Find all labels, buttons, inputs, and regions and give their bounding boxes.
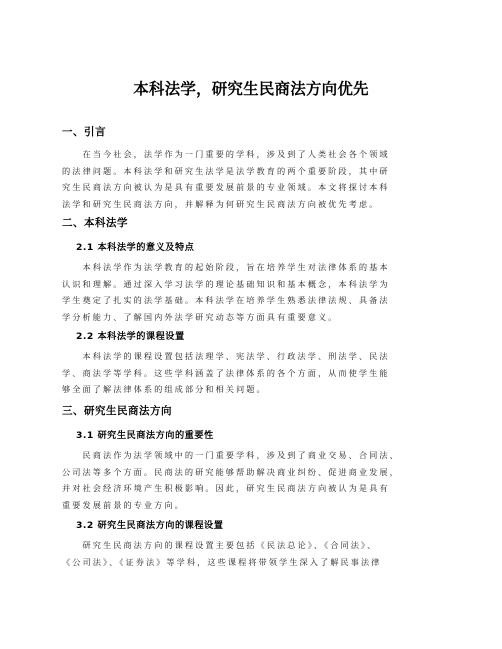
paragraph-line: 的法律问题。本科法学和研究生法学是法学教育的两个重要阶段，其中研 bbox=[62, 165, 390, 176]
section-heading-undergraduate-law: 二、本科法学 bbox=[62, 217, 128, 229]
paragraph-line: 学生奠定了扎实的法学基础。本科法学在培养学生熟悉法律法规、具备法 bbox=[62, 295, 390, 305]
paragraph-line: 学、商法学等学科。这些学科涵盖了法律体系的各个方面，从而使学生能 bbox=[62, 367, 390, 378]
paragraph-line: 在当今社会，法学作为一门重要的学科，涉及到了人类社会各个领域 bbox=[62, 149, 390, 159]
subsection-paragraph-2-1 bbox=[62, 259, 440, 325]
paragraph-line: 本科法学的课程设置包括法理学、宪法学、行政法学、刑法学、民法 bbox=[62, 351, 390, 361]
paragraph-line: 究生民商法方向被认为是具有重要发展前景的专业领域。本文将探讨本科 bbox=[62, 182, 390, 192]
paragraph-line: 认识和理解。通过深入学习法学的理论基础知识和基本概念，本科法学为 bbox=[62, 278, 390, 289]
paragraph-line: 《公司法》、《证券法》等学科，这些课程将带领学生深入了解民事法律 bbox=[62, 556, 382, 567]
paragraph-line: 公司法等多个方面。民商法的研究能够帮助解决商业纠纷、促进商业发展， bbox=[62, 466, 400, 477]
subsection-heading-3-2: 3.2 研究生民商法方向的课程设置 bbox=[76, 520, 224, 531]
paragraph-line: 够全面了解法律体系的组成部分和相关问题。 bbox=[62, 384, 267, 394]
subsection-paragraph-3-2 bbox=[62, 537, 440, 570]
subsection-paragraph-3-1 bbox=[62, 447, 440, 513]
subsection-heading-2-2: 2.2 本科法学的课程设置 bbox=[76, 331, 185, 342]
section-heading-introduction: 一、引言 bbox=[62, 126, 106, 138]
section-heading-civil-commercial-law: 三、研究生民商法方向 bbox=[62, 405, 172, 417]
paragraph-line: 并对社会经济环境产生积极影响。因此，研究生民商法方向被认为是具有 bbox=[62, 483, 390, 493]
paragraph-line: 本科法学作为法学教育的起始阶段，旨在培养学生对法律体系的基本 bbox=[62, 262, 390, 272]
paragraph-line: 法学和研究生民商法方向，并解释为何研究生民商法方向被优先考虑。 bbox=[62, 198, 380, 209]
subsection-heading-2-1: 2.1 本科法学的意义及特点 bbox=[76, 242, 195, 253]
paragraph-line: 重要发展前景的专业方向。 bbox=[62, 499, 185, 510]
paragraph-line: 学分析能力、了解国内外法学研究动态等方面具有重要意义。 bbox=[62, 311, 339, 322]
subsection-heading-3-1: 3.1 研究生民商法方向的重要性 bbox=[76, 430, 214, 441]
introduction-paragraph bbox=[62, 146, 440, 212]
document-title: 本科法学，研究生民商法方向优先 bbox=[133, 80, 369, 98]
subsection-paragraph-2-2 bbox=[62, 348, 440, 398]
paragraph-line: 民商法作为法学领域中的一门重要学科，涉及到了商业交易、合同法、 bbox=[62, 450, 400, 460]
paragraph-line: 研究生民商法方向的课程设置主要包括《民法总论》、《合同法》、 bbox=[62, 540, 378, 550]
